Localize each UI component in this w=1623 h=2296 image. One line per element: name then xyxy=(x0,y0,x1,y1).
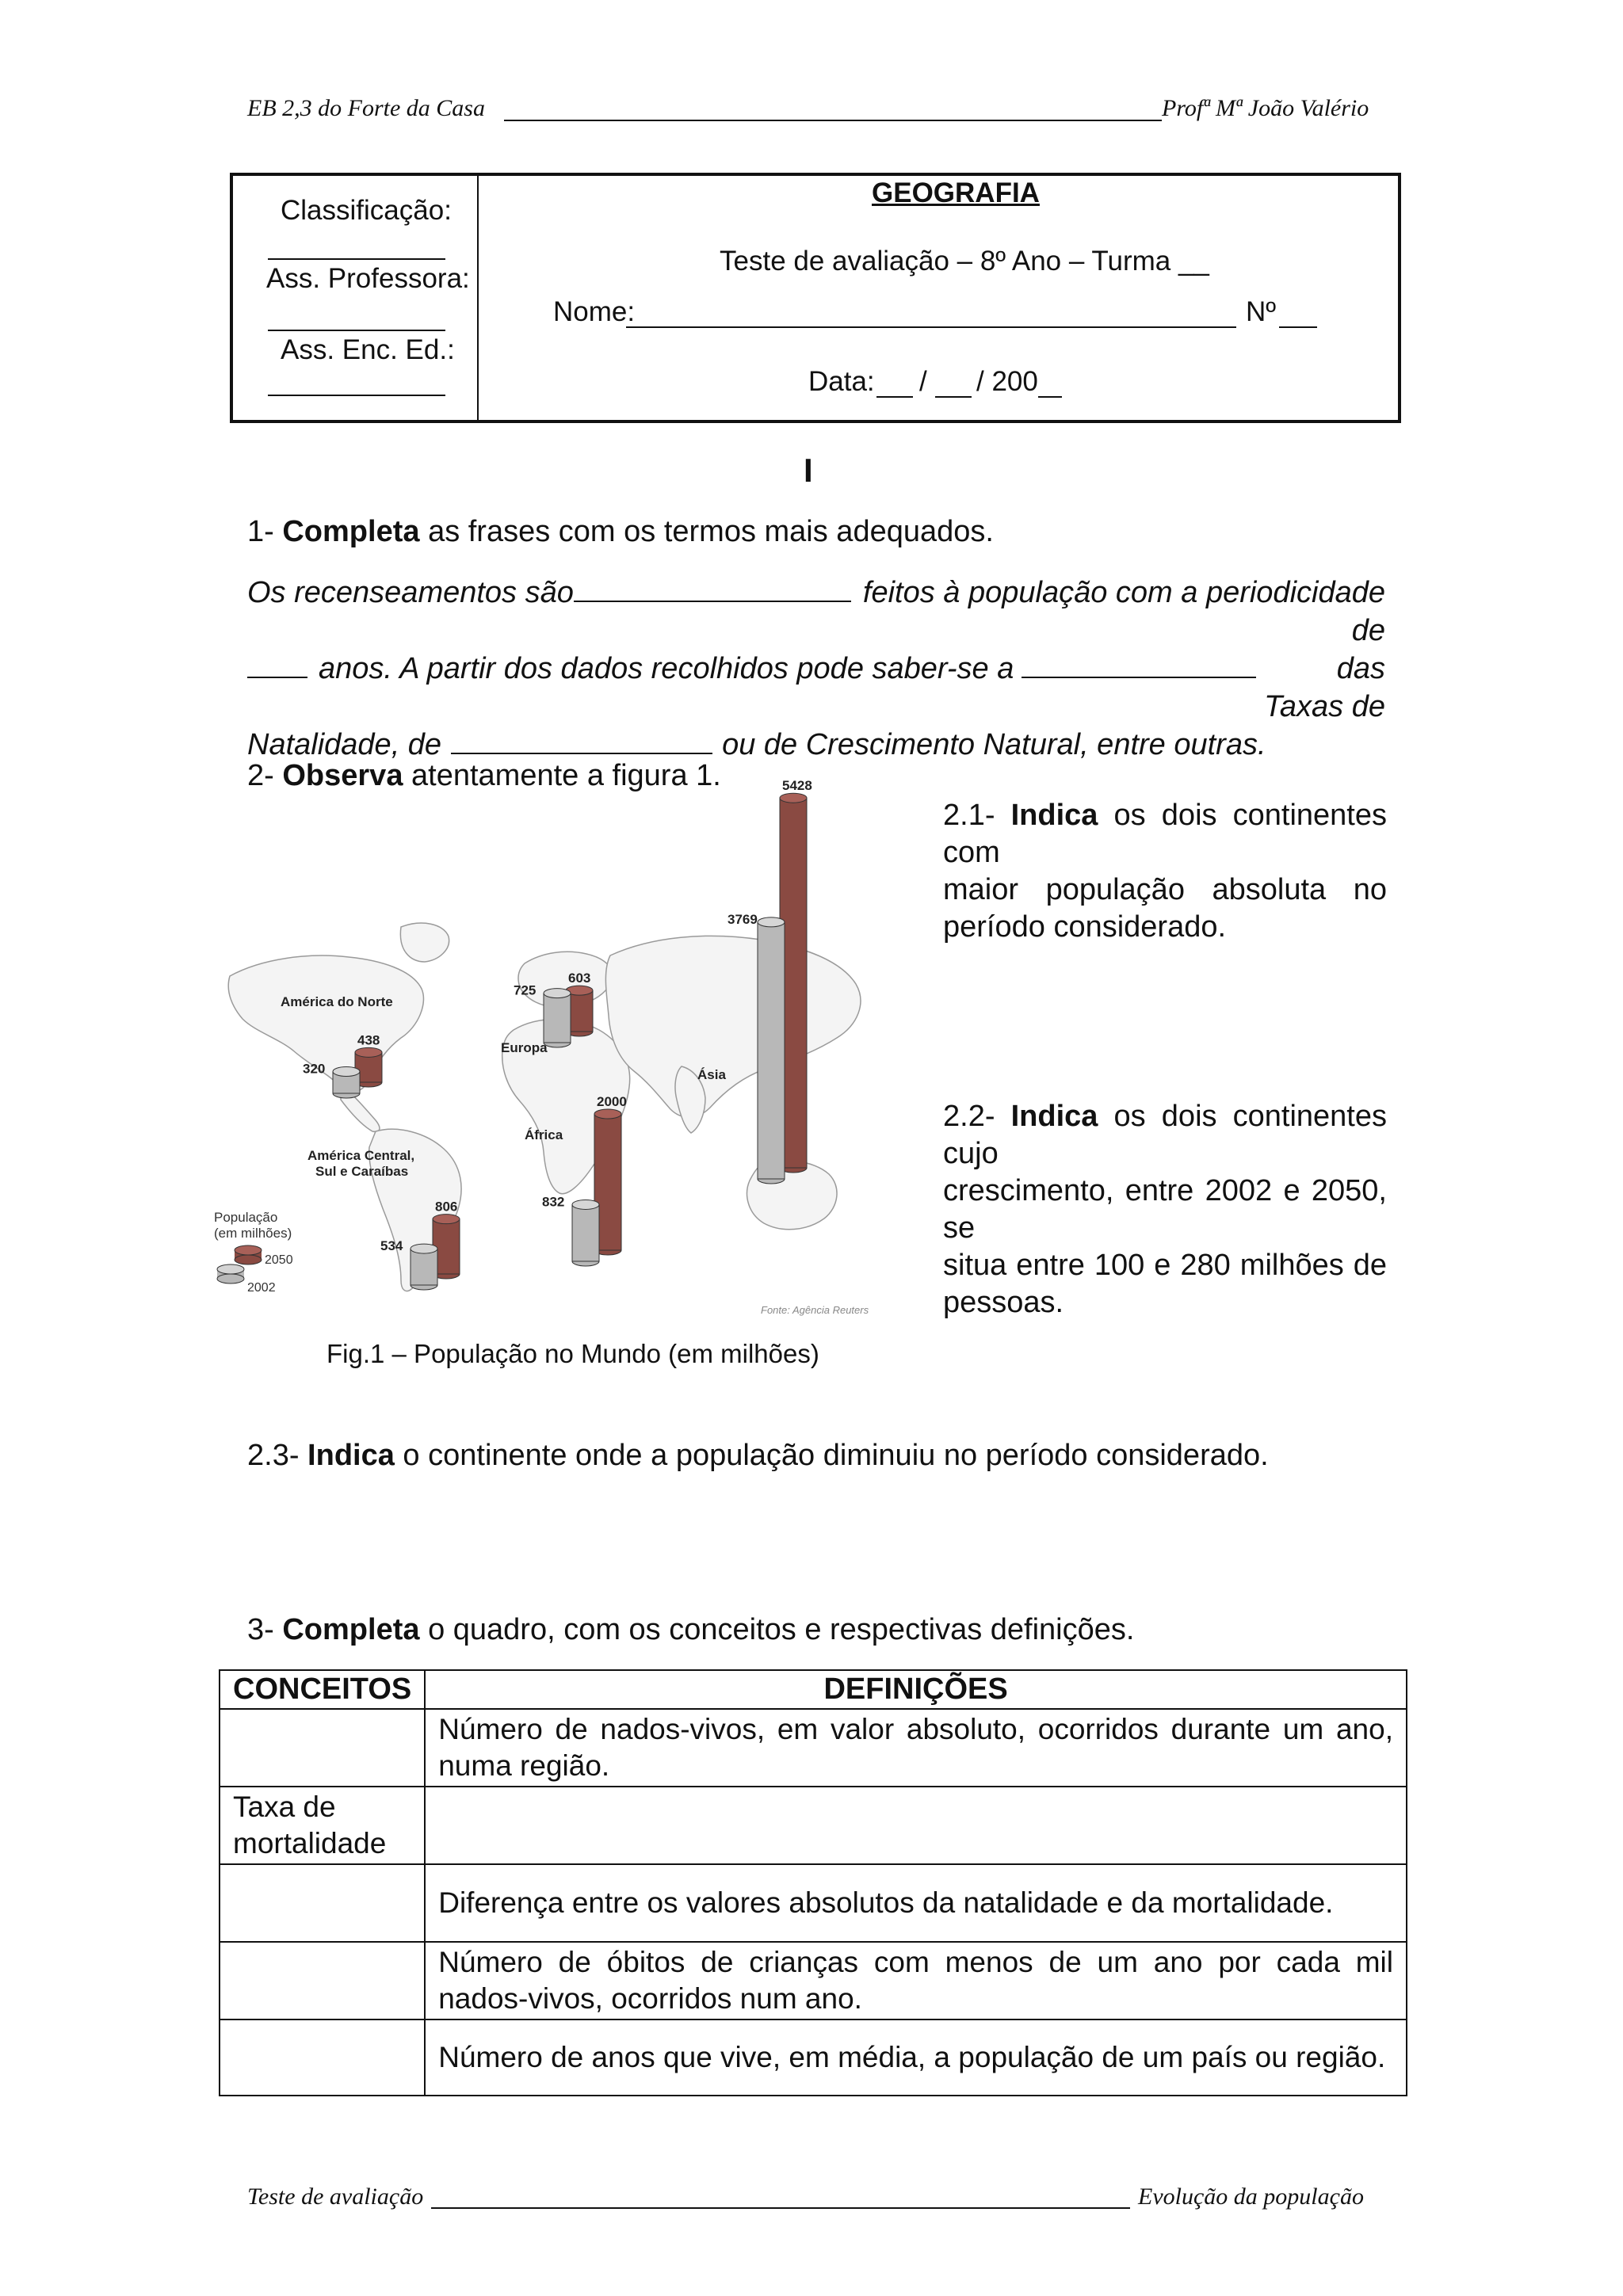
world-population-map xyxy=(214,778,872,1323)
data-month-line[interactable] xyxy=(935,396,972,398)
question-2-2 xyxy=(943,1098,1387,1322)
header-rule xyxy=(504,120,1162,121)
footer-test: Teste de avaliação xyxy=(247,2183,424,2210)
bar-value-2002-4: 3769 xyxy=(727,911,758,927)
definition-cell: Número de anos que vive, em média, a população de um país ou região. xyxy=(425,2019,1407,2096)
definition-cell: Diferença entre os valores absolutos da natalidade e da mortalidade. xyxy=(425,1864,1407,1942)
q2-text: atentamente a figura 1. xyxy=(411,759,721,792)
legend-2002-label: 2002 xyxy=(247,1281,276,1295)
question-3 xyxy=(247,1613,1134,1647)
q1-paragraph xyxy=(247,574,1385,764)
q1-p1b: feitos à população com a periodicidade de xyxy=(862,576,1385,647)
table-row xyxy=(220,1787,1407,1864)
ass-professora-label: Ass. Professora: xyxy=(266,263,470,294)
q1-number: 1- xyxy=(247,515,274,548)
bar-2002-4 xyxy=(758,917,785,1184)
footer-topic: Evolução da população xyxy=(1138,2183,1364,2210)
q22-verb: Indica xyxy=(1010,1100,1098,1133)
q21-number: 2.1- xyxy=(943,799,995,832)
bar-2002-0 xyxy=(333,1066,360,1098)
table-row xyxy=(220,1864,1407,1942)
data-sep-1: / xyxy=(919,366,927,397)
q1-text: as frases com os termos mais adequados. xyxy=(428,515,994,548)
ass-enc-line[interactable] xyxy=(268,395,445,396)
label-europe: Europa xyxy=(501,1040,548,1055)
bar-value-2050-0: 438 xyxy=(357,1032,380,1048)
concept-cell: Taxa de mortalidade xyxy=(220,1787,425,1864)
concept-cell[interactable] xyxy=(220,1709,425,1787)
legend-2050-swatch xyxy=(235,1245,262,1264)
label-asia: Ásia xyxy=(697,1067,726,1082)
bar-value-2050-3: 2000 xyxy=(597,1094,627,1109)
q3-number: 3- xyxy=(247,1613,274,1646)
q22-number: 2.2- xyxy=(943,1100,995,1133)
table-row xyxy=(220,2019,1407,2096)
q1-p3a: Natalidade, de xyxy=(247,728,442,761)
ass-professora-line[interactable] xyxy=(268,330,445,331)
q1-blank-3[interactable] xyxy=(1022,650,1256,678)
data-day-line[interactable] xyxy=(876,396,913,398)
classificacao-label: Classificação: xyxy=(281,195,452,226)
north-america-shape xyxy=(228,955,423,1092)
legend-2002-swatch xyxy=(217,1264,244,1283)
bar-value-2002-0: 320 xyxy=(303,1061,326,1077)
q21-verb: Indica xyxy=(1010,799,1098,832)
bar-2002-2 xyxy=(544,989,571,1047)
label-central-america-2: Sul e Caraíbas xyxy=(315,1164,409,1179)
classificacao-line[interactable] xyxy=(268,258,445,260)
bar-2002-1 xyxy=(411,1244,437,1290)
table-row xyxy=(220,1942,1407,2019)
subject-title: GEOGRAFIA xyxy=(872,177,1040,208)
q21-line-3: período considerado. xyxy=(943,910,1227,944)
header-school: EB 2,3 do Forte da Casa xyxy=(247,95,485,121)
identification-box xyxy=(230,173,1401,423)
figure-1 xyxy=(214,778,872,1323)
legend-title-2: (em milhões) xyxy=(214,1226,292,1241)
q21-line-2: maior população absoluta no xyxy=(943,873,1387,906)
numero-line[interactable] xyxy=(1279,326,1317,328)
question-1 xyxy=(247,515,994,549)
footer-rule xyxy=(431,2207,1130,2209)
bar-value-2002-3: 832 xyxy=(542,1194,565,1210)
asia-shape xyxy=(605,936,861,1117)
bar-value-2050-1: 806 xyxy=(435,1199,458,1215)
column-header-definitions: DEFINIÇÕES xyxy=(425,1670,1407,1709)
label-north-america: América do Norte xyxy=(281,994,393,1009)
test-line: Teste de avaliação – 8º Ano – Turma __ xyxy=(720,246,1209,277)
nome-label: Nome: xyxy=(553,296,636,327)
bar-value-2050-2: 603 xyxy=(568,971,591,986)
ass-enc-label: Ass. Enc. Ed.: xyxy=(281,334,455,365)
q23-text: o continente onde a população diminuiu no período considerado. xyxy=(403,1439,1269,1472)
concept-cell[interactable] xyxy=(220,1942,425,2019)
greenland-shape xyxy=(400,923,449,962)
column-header-concepts: CONCEITOS xyxy=(220,1670,425,1709)
question-2-3 xyxy=(247,1439,1269,1473)
q1-p2b: das Taxas de xyxy=(1264,652,1385,723)
q1-blank-1[interactable] xyxy=(574,574,851,602)
definition-cell: Número de óbitos de crianças com menos de um ano por cada mil nados-vivos, ocorridos num ano. xyxy=(425,1942,1407,2019)
definition-cell: Número de nados-vivos, em valor absoluto, ocorridos durante um ano, numa região. xyxy=(425,1709,1407,1787)
question-2-1 xyxy=(943,797,1387,946)
concepts-table xyxy=(219,1669,1407,2096)
data-label: Data: xyxy=(808,366,875,397)
q1-blank-4[interactable] xyxy=(451,726,712,754)
label-africa: África xyxy=(525,1127,563,1142)
bar-value-2002-1: 534 xyxy=(380,1238,403,1254)
q2-verb: Observa xyxy=(282,759,403,792)
concept-cell[interactable] xyxy=(220,2019,425,2096)
q21-line-1: os dois continentes com xyxy=(943,799,1387,869)
bar-value-2002-2: 725 xyxy=(514,982,537,998)
concept-cell[interactable] xyxy=(220,1864,425,1942)
table-row xyxy=(220,1709,1407,1787)
q3-text: o quadro, com os conceitos e respectivas definições. xyxy=(428,1613,1135,1646)
q22-line-3: situa entre 100 e 280 milhões de xyxy=(943,1249,1387,1282)
section-number: I xyxy=(804,452,813,489)
q2-number: 2- xyxy=(247,759,274,792)
label-central-america-1: América Central, xyxy=(307,1148,415,1163)
q1-p1a: Os recenseamentos são xyxy=(247,576,574,609)
q1-verb: Completa xyxy=(282,515,420,548)
definition-cell[interactable] xyxy=(425,1787,1407,1864)
question-2 xyxy=(247,759,721,793)
q22-line-1: os dois continentes cujo xyxy=(943,1100,1387,1170)
nome-line[interactable] xyxy=(626,326,1236,328)
bar-value-2050-4: 5428 xyxy=(782,778,812,794)
data-year-line[interactable] xyxy=(1038,396,1062,398)
q1-p2a: anos. A partir dos dados recolhidos pode saber-se a xyxy=(319,652,1014,685)
q22-line-4: pessoas. xyxy=(943,1286,1064,1319)
q3-verb: Completa xyxy=(282,1613,420,1646)
figure-caption: Fig.1 – População no Mundo (em milhões) xyxy=(327,1339,819,1368)
box-divider xyxy=(477,176,479,420)
q1-p3b: ou de Crescimento Natural, entre outras. xyxy=(722,728,1266,761)
legend-title-1: População xyxy=(214,1210,278,1225)
numero-label: Nº xyxy=(1246,296,1277,327)
figure-source: Fonte: Agência Reuters xyxy=(761,1304,869,1316)
q23-number: 2.3- xyxy=(247,1439,300,1472)
q1-blank-2[interactable] xyxy=(247,650,307,678)
q23-verb: Indica xyxy=(307,1439,395,1472)
header-teacher: Profª Mª João Valério xyxy=(1162,95,1369,121)
q22-line-2: crescimento, entre 2002 e 2050, se xyxy=(943,1174,1387,1245)
bar-2002-3 xyxy=(572,1199,599,1266)
data-year-prefix: / 200 xyxy=(976,366,1038,397)
legend-2050-label: 2050 xyxy=(265,1253,293,1267)
